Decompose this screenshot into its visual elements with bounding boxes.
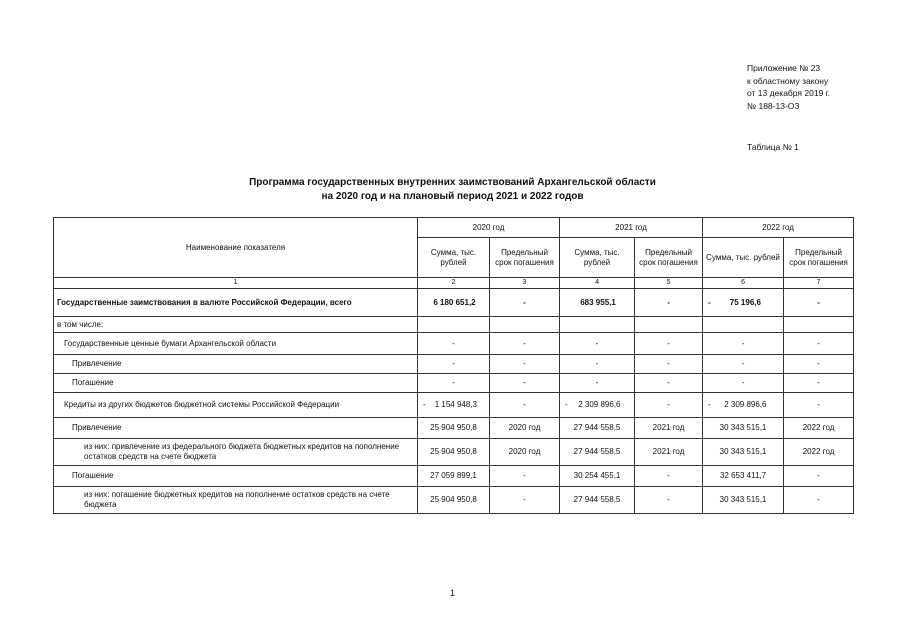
col-number: 4 <box>560 278 635 289</box>
minus-sign: - <box>565 400 568 409</box>
cell-sum-2022 <box>703 289 784 317</box>
minus-sign: - <box>708 400 711 409</box>
header-sum: Сумма, тыс. рублей <box>703 238 784 278</box>
cell-term-2022: - <box>784 333 854 355</box>
cell-sum-2022: 32 653 411,7 <box>703 466 784 487</box>
cell-empty <box>418 317 490 333</box>
value: 2 309 896,6 <box>578 400 621 409</box>
value: 6 180 651,2 <box>433 297 476 307</box>
table-row <box>54 418 854 439</box>
cell-term-2020: - <box>490 466 560 487</box>
value: 75 196,6 <box>729 297 761 307</box>
header-year-2022: 2022 год <box>703 218 854 238</box>
cell-sum-2020: 25 904 950,8 <box>418 487 490 514</box>
cell-empty <box>490 317 560 333</box>
cell-term-2021: - <box>635 466 703 487</box>
cell-term-2021: 2021 год <box>635 439 703 466</box>
cell-term-2022: - <box>784 355 854 374</box>
table-number: Таблица № 1 <box>747 142 799 152</box>
row-name: в том числе: <box>54 317 418 333</box>
cell-term-2021: 2021 год <box>635 418 703 439</box>
table-row <box>54 466 854 487</box>
cell-empty <box>703 317 784 333</box>
cell-sum-2020: 25 904 950,8 <box>418 439 490 466</box>
row-name: Государственные заимствования в валюте Российской Федерации, всего <box>54 289 418 317</box>
table-row <box>54 355 854 374</box>
cell-sum-2022: - <box>703 355 784 374</box>
value: 2 309 896,6 <box>724 400 767 409</box>
cell-sum-2021: - <box>560 333 635 355</box>
cell-sum-2022: 30 343 515,1 <box>703 439 784 466</box>
appendix-block <box>747 62 830 112</box>
row-name: Привлечение <box>54 418 418 439</box>
col-number: 3 <box>490 278 560 289</box>
cell-sum-2022: 30 343 515,1 <box>703 487 784 514</box>
title-line-1: Программа государственных внутренних заимствований Архангельской области <box>249 177 656 188</box>
cell-sum-2021: 27 944 558,5 <box>560 487 635 514</box>
cell-term-2022: - <box>784 374 854 393</box>
minus-sign: - <box>708 297 711 307</box>
cell-sum-2020 <box>418 393 490 418</box>
cell-sum-2022: - <box>703 374 784 393</box>
col-number: 6 <box>703 278 784 289</box>
cell-term-2022: - <box>784 487 854 514</box>
row-name: Государственные ценные бумаги Архангельской области <box>54 333 418 355</box>
document-title <box>150 176 755 203</box>
row-name: Кредиты из других бюджетов бюджетной системы Российской Федерации <box>54 393 418 418</box>
cell-term-2020: - <box>490 355 560 374</box>
value: 683 955,1 <box>580 297 616 307</box>
row-name: Погашение <box>54 466 418 487</box>
cell-sum-2021: - <box>560 355 635 374</box>
cell-empty <box>784 317 854 333</box>
value: 1 154 948,3 <box>434 400 477 409</box>
header-term: Предельный срок погашения <box>490 238 560 278</box>
table-row <box>54 289 854 317</box>
header-sum: Сумма, тыс. рублей <box>560 238 635 278</box>
cell-term-2022: 2022 год <box>784 418 854 439</box>
cell-term-2020: - <box>490 393 560 418</box>
cell-term-2020: - <box>490 374 560 393</box>
table-row <box>54 374 854 393</box>
row-name: из них: привлечение из федерального бюджета бюджетных кредитов на пополнение остатков средств на счете бюджета <box>54 439 418 466</box>
cell-sum-2021: 27 944 558,5 <box>560 418 635 439</box>
table-row <box>54 333 854 355</box>
table-row <box>54 393 854 418</box>
cell-term-2021: - <box>635 487 703 514</box>
cell-sum-2020: 27 059 899,1 <box>418 466 490 487</box>
cell-term-2021: - <box>635 289 703 317</box>
row-name: из них: погашение бюджетных кредитов на пополнение остатков средств на счете бюджета <box>54 487 418 514</box>
cell-term-2020: - <box>490 289 560 317</box>
cell-sum-2022: 30 343 515,1 <box>703 418 784 439</box>
cell-term-2022: - <box>784 393 854 418</box>
row-name: Погашение <box>54 374 418 393</box>
cell-sum-2022: - <box>703 333 784 355</box>
table-row <box>54 487 854 514</box>
cell-sum-2021: 30 254 455,1 <box>560 466 635 487</box>
cell-empty <box>635 317 703 333</box>
cell-term-2022: 2022 год <box>784 439 854 466</box>
cell-term-2020: - <box>490 333 560 355</box>
header-indicator: Наименование показателя <box>54 218 418 278</box>
col-number: 2 <box>418 278 490 289</box>
cell-sum-2020: - <box>418 355 490 374</box>
cell-sum-2021: 27 944 558,5 <box>560 439 635 466</box>
cell-sum-2020: - <box>418 374 490 393</box>
cell-term-2022: - <box>784 289 854 317</box>
cell-term-2022: - <box>784 466 854 487</box>
cell-sum-2020 <box>418 289 490 317</box>
appendix-line: Приложение № 23 <box>747 63 821 73</box>
appendix-line: к областному закону <box>747 75 829 86</box>
table-row <box>54 317 854 333</box>
header-year-2020: 2020 год <box>418 218 560 238</box>
header-term: Предельный срок погашения <box>635 238 703 278</box>
minus-sign: - <box>423 400 426 409</box>
cell-term-2021: - <box>635 374 703 393</box>
page-number: 1 <box>449 588 455 598</box>
cell-term-2020: 2020 год <box>490 418 560 439</box>
cell-term-2021: - <box>635 333 703 355</box>
cell-term-2020: 2020 год <box>490 439 560 466</box>
appendix-line: от 13 декабря 2019 г. <box>747 88 831 98</box>
header-year-2021: 2021 год <box>560 218 703 238</box>
cell-empty <box>560 317 635 333</box>
cell-sum-2022 <box>703 393 784 418</box>
cell-term-2021: - <box>635 393 703 418</box>
title-line-2: на 2020 год и на плановый период 2021 и 2022 годов <box>321 190 584 202</box>
cell-sum-2021: - <box>560 374 635 393</box>
table-row <box>54 439 854 466</box>
cell-term-2020: - <box>490 487 560 514</box>
col-number: 7 <box>784 278 854 289</box>
cell-sum-2020: 25 904 950,8 <box>418 418 490 439</box>
row-name: Привлечение <box>54 355 418 374</box>
cell-sum-2020: - <box>418 333 490 355</box>
col-number: 1 <box>54 278 418 289</box>
appendix-line: № 188-13-ОЗ <box>747 100 800 111</box>
col-number: 5 <box>635 278 703 289</box>
header-sum: Сумма, тыс. рублей <box>418 238 490 278</box>
header-term: Предельный срок погашения <box>784 238 854 278</box>
cell-sum-2021 <box>560 393 635 418</box>
cell-sum-2021 <box>560 289 635 317</box>
borrowing-program-table <box>53 217 854 514</box>
cell-term-2021: - <box>635 355 703 374</box>
